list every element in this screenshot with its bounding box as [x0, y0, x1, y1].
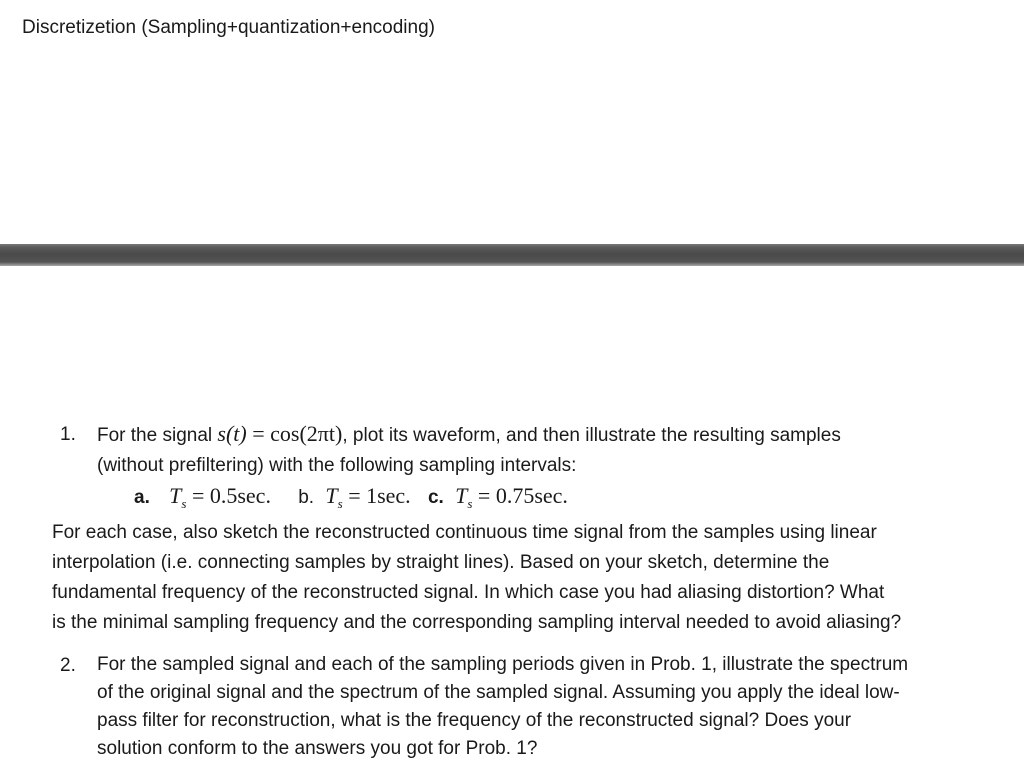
signal-equation: s(t) = cos(2πt)	[217, 421, 343, 446]
problem-1-follow-line-3: fundamental frequency of the reconstructed signal. In which case you had aliasing distortion? What	[52, 582, 885, 603]
problem-1-intro-after: , plot its waveform, and then illustrate the resulting samples	[342, 425, 841, 446]
problem-2-line-2: of the original signal and the spectrum of the sampled signal. Assuming you apply the ideal low-	[97, 682, 900, 703]
problem-1-number: 1.	[60, 424, 76, 445]
problem-1-follow-line-2: interpolation (i.e. connecting samples by straight lines). Based on your sketch, determine the	[52, 552, 830, 573]
case-b-label: b.	[298, 487, 315, 508]
problem-1-follow-line-4: is the minimal sampling frequency and the corresponding sampling interval needed to avoid aliasing?	[52, 612, 902, 633]
page-title: Discretizetion (Sampling+quantization+encoding)	[22, 17, 435, 38]
problem-2-line-3: pass filter for reconstruction, what is the frequency of the reconstructed signal? Does your	[97, 710, 852, 731]
problem-1-intro: For the signal	[97, 425, 213, 446]
problem-1-follow-line-1: For each case, also sketch the reconstructed continuous time signal from the samples using linear	[52, 522, 877, 543]
problem-2-line-1: For the sampled signal and each of the sampling periods given in Prob. 1, illustrate the spectrum	[97, 654, 909, 675]
sampling-intervals	[134, 483, 568, 509]
problem-2-number: 2.	[60, 655, 76, 676]
case-a-label: a.	[134, 487, 150, 508]
case-c-value: $T_s = 0.75\sec$.	[455, 483, 568, 511]
case-c-label: c.	[427, 487, 444, 508]
case-b-value: $T_s = 1\sec$.	[325, 483, 411, 511]
problem-1-line-2: (without prefiltering) with the following sampling intervals:	[97, 455, 577, 476]
problem-1-line-1	[97, 419, 841, 451]
problem-2-line-4: solution conform to the answers you got for Prob. 1?	[97, 738, 538, 759]
case-a-value: $T_s = 0.5\sec$.	[169, 483, 271, 511]
slide-divider-bar	[0, 244, 1024, 266]
